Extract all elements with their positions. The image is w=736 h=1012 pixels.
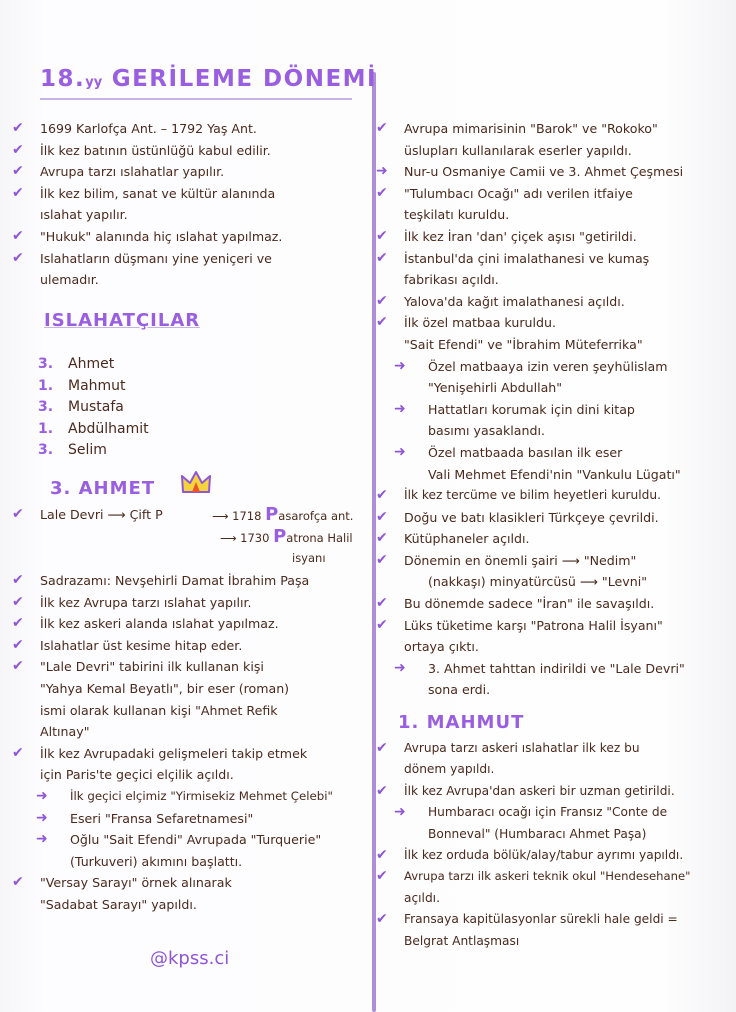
note-line: ✔ İlk kez Avrupadaki gelişmeleri takip etmek bbox=[12, 743, 372, 765]
note-line: ✔ İlk kez İran 'dan' çiçek aşısı "getirildi. bbox=[376, 226, 728, 248]
check-icon: ✔ bbox=[12, 506, 24, 522]
note-line: ➜ Nur-u Osmaniye Camii ve 3. Ahmet Çeşmesi bbox=[376, 161, 728, 183]
note-line: ✔ İlk özel matbaa kuruldu. bbox=[376, 312, 728, 334]
check-icon: ✔ bbox=[12, 658, 24, 675]
list-item: 3. Selim bbox=[38, 442, 107, 458]
note-line: ➜ 3. Ahmet tahttan indirildi ve "Lale Devri" bbox=[376, 658, 728, 680]
note-line: ✔ Fransaya kapitülasyonlar sürekli hale geldi = bbox=[376, 909, 728, 930]
note-line: ✔ Bu dönemde sadece "İran" ile savaşıldı. bbox=[376, 593, 728, 615]
note-line: dönem yapıldı. bbox=[404, 762, 495, 777]
note-line: sona erdi. bbox=[428, 682, 491, 698]
note-line: ✔ İlk kez Avrupa tarzı ıslahat yapılır. bbox=[12, 592, 372, 614]
note-line: ✔ İlk kez bilim, sanat ve kültür alanında bbox=[12, 183, 370, 205]
arrow-right-icon: ➜ bbox=[36, 787, 48, 804]
note-line: "Sait Efendi" ve "İbrahim Müteferrika" bbox=[404, 336, 643, 352]
check-icon: ✔ bbox=[376, 184, 388, 201]
note-line: ✔ Islahatlar üst kesime hitap eder. bbox=[12, 635, 372, 657]
note-line: ✔ Yalova'da kağıt imalathanesi açıldı. bbox=[376, 291, 728, 313]
note-line: ✔ Islahatların düşmanı yine yeniçeri ve bbox=[12, 248, 370, 270]
check-icon: ✔ bbox=[12, 593, 24, 610]
arrow-right-icon: ➜ bbox=[36, 809, 48, 826]
note-line: ✔ İlk kez batının üstünlüğü kabul edilir. bbox=[12, 140, 370, 162]
check-icon: ✔ bbox=[12, 227, 24, 244]
note-line: ✔ Dönemin en önemli şairi ⟶ "Nedim" bbox=[376, 550, 728, 572]
check-icon: ✔ bbox=[12, 163, 24, 180]
lale-devri-line: ✔ Lale Devri ⟶ Çift P ⟶ 1718 Pasarofça ant. bbox=[12, 504, 354, 525]
list-item: 1. Abdülhamit bbox=[38, 420, 149, 437]
check-icon: ✔ bbox=[376, 551, 388, 568]
note-line: ✔ Lüks tüketime karşı "Patrona Halil İsyanı" bbox=[376, 615, 728, 637]
check-icon: ✔ bbox=[376, 868, 388, 885]
check-icon: ✔ bbox=[376, 616, 388, 633]
note-line: üslupları kullanılarak eserler yapıldı. bbox=[404, 142, 632, 158]
check-icon: ✔ bbox=[376, 508, 388, 525]
check-icon: ✔ bbox=[376, 530, 388, 547]
note-line: ortaya çıktı. bbox=[404, 639, 479, 655]
mahmut1-heading: 1. MAHMUT bbox=[398, 712, 525, 733]
check-icon: ✔ bbox=[12, 184, 24, 201]
note-line: ✔ Avrupa mimarisinin "Barok" ve "Rokoko" bbox=[376, 118, 728, 140]
check-icon: ✔ bbox=[12, 636, 24, 653]
note-line: için Paris'te geçici elçilik açıldı. bbox=[40, 767, 234, 783]
note-line: ıslahat yapılır. bbox=[40, 207, 128, 223]
list-item: 3. Mustafa bbox=[38, 399, 124, 415]
note-line: teşkilatı kuruldu. bbox=[404, 207, 510, 223]
note-line: ➜ Eseri "Fransa Sefaretnamesi" bbox=[12, 808, 372, 830]
note-line: ✔ "Lale Devri" tabirini ilk kullanan kişi bbox=[12, 656, 372, 678]
check-icon: ✔ bbox=[376, 487, 388, 504]
note-line: basımı yasaklandı. bbox=[428, 423, 545, 439]
note-line: ✔ "Tulumbacı Ocağı" adı verilen itfaiye bbox=[376, 183, 728, 205]
note-line: açıldı. bbox=[404, 890, 440, 905]
note-line: (nakkaşı) minyatürcüsü ⟶ "Levni" bbox=[428, 574, 647, 590]
page-title: 18.yy GERİLEME DÖNEMİ bbox=[40, 66, 378, 92]
note-line: ➜ Oğlu "Sait Efendi" Avrupada "Turquerie" bbox=[12, 829, 372, 851]
note-line: ismi olarak kullanan kişi "Ahmet Refik bbox=[40, 702, 278, 718]
note-line: ✔ Kütüphaneler açıldı. bbox=[376, 528, 728, 550]
note-line: ulemadır. bbox=[40, 272, 99, 288]
crown-icon bbox=[180, 470, 212, 496]
note-line: "Yahya Kemal Beyatlı", bir eser (roman) bbox=[40, 680, 290, 696]
note-line: ➜ Humbaracı ocağı için Fransız "Conte de bbox=[376, 802, 728, 823]
check-icon: ✔ bbox=[12, 744, 24, 761]
list-item: 3. Ahmet bbox=[38, 356, 115, 372]
islahatcilar-heading: ISLAHATÇILAR bbox=[44, 310, 201, 331]
note-line: ✔ Avrupa tarzı ıslahatlar yapılır. bbox=[12, 161, 370, 183]
note-line: Altınay" bbox=[40, 724, 90, 740]
note-line: Vali Mehmet Efendi'nin "Vankulu Lügatı" bbox=[428, 466, 681, 482]
patrona-cont: isyanı bbox=[292, 551, 326, 565]
check-icon: ✔ bbox=[12, 120, 24, 136]
note-line: "Yenişehirli Abdullah" bbox=[428, 380, 563, 396]
arrow-right-icon: ➜ bbox=[36, 831, 48, 848]
arrow-right-icon: ➜ bbox=[394, 443, 406, 460]
note-line: ✔ İstanbul'da çini imalathanesi ve kumaş bbox=[376, 248, 728, 270]
note-line: ➜ Özel matbaaya izin veren şeyhülislam bbox=[376, 356, 728, 378]
note-line: ✔ Sadrazamı: Nevşehirli Damat İbrahim Paşa bbox=[12, 570, 372, 592]
note-line: ✔ İlk kez askeri alanda ıslahat yapılmaz. bbox=[12, 613, 372, 635]
ahmet3-section bbox=[12, 504, 372, 916]
arrow-right-icon: ➜ bbox=[394, 804, 406, 821]
check-icon: ✔ bbox=[376, 847, 388, 864]
check-icon: ✔ bbox=[376, 911, 388, 928]
note-line: Bonneval" (Humbaracı Ahmet Paşa) bbox=[428, 826, 647, 841]
left-column bbox=[12, 118, 370, 291]
islahatcilar-list bbox=[38, 354, 338, 462]
check-icon: ✔ bbox=[376, 740, 388, 756]
check-icon: ✔ bbox=[376, 249, 388, 266]
list-item: 1. Mahmut bbox=[38, 377, 126, 394]
arrow-right-icon: ➜ bbox=[394, 400, 406, 417]
arrow-right-icon: ➜ bbox=[394, 659, 406, 676]
arrow-right-icon: ➜ bbox=[376, 163, 388, 180]
patrona-line: ⟶ 1730 Patrona Halil bbox=[220, 526, 353, 547]
check-icon: ✔ bbox=[376, 292, 388, 309]
check-icon: ✔ bbox=[12, 141, 24, 158]
ahmet3-heading: 3. AHMET bbox=[50, 478, 156, 499]
check-icon: ✔ bbox=[12, 572, 24, 588]
note-line: Belgrat Antlaşması bbox=[404, 933, 520, 948]
title-underline bbox=[40, 98, 352, 100]
note-line: ➜ İlk geçici elçimiz "Yirmisekiz Mehmet Çelebi" bbox=[12, 786, 372, 808]
right-column bbox=[376, 118, 728, 701]
signature: @kpss.ci bbox=[150, 948, 230, 969]
note-line: ✔ Doğu ve batı klasikleri Türkçeye çevrildi. bbox=[376, 507, 728, 529]
check-icon: ✔ bbox=[12, 874, 24, 891]
check-icon: ✔ bbox=[376, 120, 388, 136]
note-line: ✔ İlk kez tercüme ve bilim heyetleri kuruldu. bbox=[376, 485, 728, 507]
note-line: ✔ "Versay Sarayı" örnek alınarak bbox=[12, 872, 372, 894]
check-icon: ✔ bbox=[376, 314, 388, 331]
note-line: ✔ İlk kez orduda bölük/alay/tabur ayrımı yapıldı. bbox=[376, 845, 728, 866]
note-line: ✔ "Hukuk" alanında hiç ıslahat yapılmaz. bbox=[12, 226, 370, 248]
note-line: ➜ Özel matbaada basılan ilk eser bbox=[376, 442, 728, 464]
note-line: ✔ Avrupa tarzı askeri ıslahatlar ilk kez bu bbox=[376, 738, 728, 759]
note-line: "Sadabat Sarayı" yapıldı. bbox=[40, 896, 197, 912]
note-line: fabrikası açıldı. bbox=[404, 272, 499, 288]
check-icon: ✔ bbox=[376, 782, 388, 799]
note-line: ✔ 1699 Karlofça Ant. – 1792 Yaş Ant. bbox=[12, 118, 370, 140]
check-icon: ✔ bbox=[12, 249, 24, 266]
note-line: ✔ Avrupa tarzı ilk askeri teknik okul "Hendesehane" bbox=[376, 866, 728, 887]
note-line: ➜ Hattatları korumak için dini kitap bbox=[376, 399, 728, 421]
check-icon: ✔ bbox=[376, 595, 388, 612]
arrow-right-icon: ➜ bbox=[394, 357, 406, 374]
check-icon: ✔ bbox=[376, 227, 388, 244]
note-line: (Turkuveri) akımını başlattı. bbox=[70, 853, 243, 869]
mahmut1-section bbox=[376, 738, 728, 952]
note-line: ✔ İlk kez Avrupa'dan askeri bir uzman getirildi. bbox=[376, 781, 728, 802]
check-icon: ✔ bbox=[12, 615, 24, 632]
